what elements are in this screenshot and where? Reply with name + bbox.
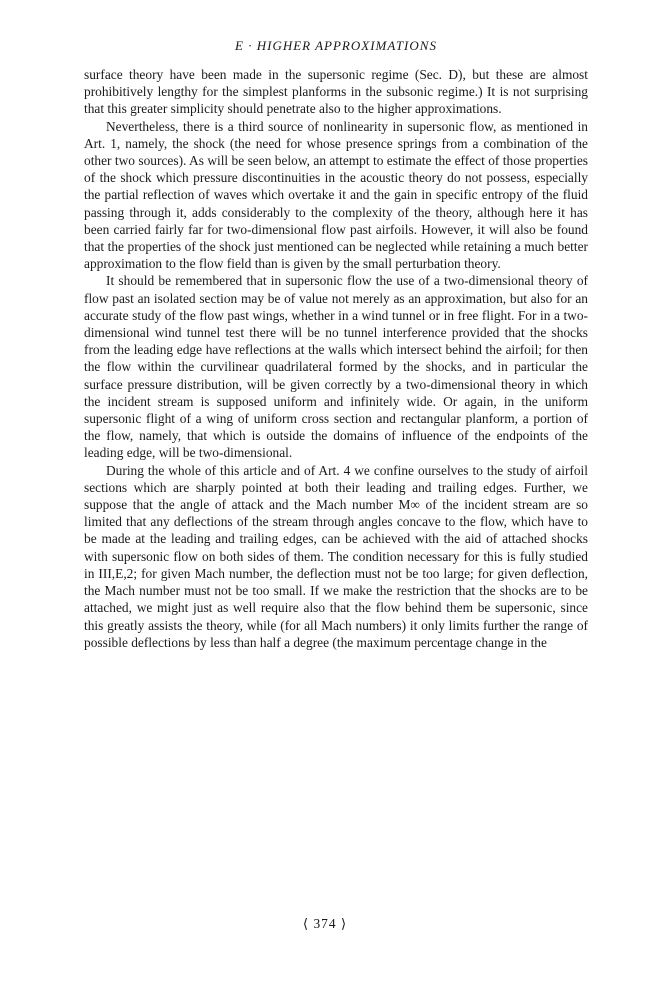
- paragraph-nonlinearity-shock: Nevertheless, there is a third source of nonlinearity in supersonic flow, as mentioned in Art. 1, namely, the shock (the need for whose presence springs from a combination of the other two sources). As will be seen below, an attempt to estimate the effect of those properties of the shock which pressure discontinuities in the acoustic theory do not possess, especially the partial reflection of waves which overtake it and the gain in specific entropy of the fluid passing through it, adds considerably to the complexity of the theory, although here it has been carried fairly far for two-dimensional flow past airfoils. However, it will also be found that the properties of the shock just mentioned can be neglected while retaining a much better approximation to the flow field than is given by the small perturbation theory.: [84, 118, 588, 272]
- running-head: E · HIGHER APPROXIMATIONS: [235, 38, 437, 53]
- paragraph-continuation: surface theory have been made in the supersonic regime (Sec. D), but these are almost prohibitively lengthy for the simplest planforms in the subsonic regime.) It is not surprising that this greater simplicity should penetrate also to the higher approximations.: [84, 67, 588, 117]
- page-number: ⟨ 374 ⟩: [302, 916, 348, 931]
- page-content: [84, 36, 588, 651]
- paragraph-airfoil-sections: During the whole of this article and of Art. 4 we confine ourselves to the study of airfoil sections which are sharply pointed at both their leading and trailing edges. Further, we suppose that the angle of attack and the Mach number M∞ of the incident stream are so limited that any deflections of the stream through angles concave to the flow, which have to be made at the leading and trailing edges, can be achieved with the aid of attached shocks with supersonic flow on both sides of them. The condition necessary for this is fully studied in III,E,2; for given Mach number, the deflection must not be too large; for given deflection, the Mach number must not be too small. If we make the restriction that the shocks are to be attached, we might just as well require also that the flow behind them be supersonic, since this greatly assists the theory, while (for all Mach numbers) it only limits further the range of possible deflections by less than half a degree (the maximum percentage change in the: [84, 462, 588, 650]
- paragraph-two-dimensional-theory: It should be remembered that in supersonic flow the use of a two-dimensional theory of flow past an isolated section may be of value not merely as an approximation, but also for an accurate study of the flow past wings, whether in a wind tunnel or in free flight. For in a two-dimensional wind tunnel test there will be no tunnel interference provided that the shocks from the leading edge have reflections at the walls which intersect behind the airfoil; for then the flow within the curvilinear quadrilateral formed by the shocks, and in particular the surface pressure distribution, will be given correctly by a two-dimensional theory in which the incident stream is supposed uniform and infinitely wide. Or again, in the uniform supersonic flight of a wing of uniform cross section and rectangular planform, a portion of the flow, namely, that which is outside the domains of influence of the endpoints of the leading edge, will be two-dimensional.: [84, 273, 588, 461]
